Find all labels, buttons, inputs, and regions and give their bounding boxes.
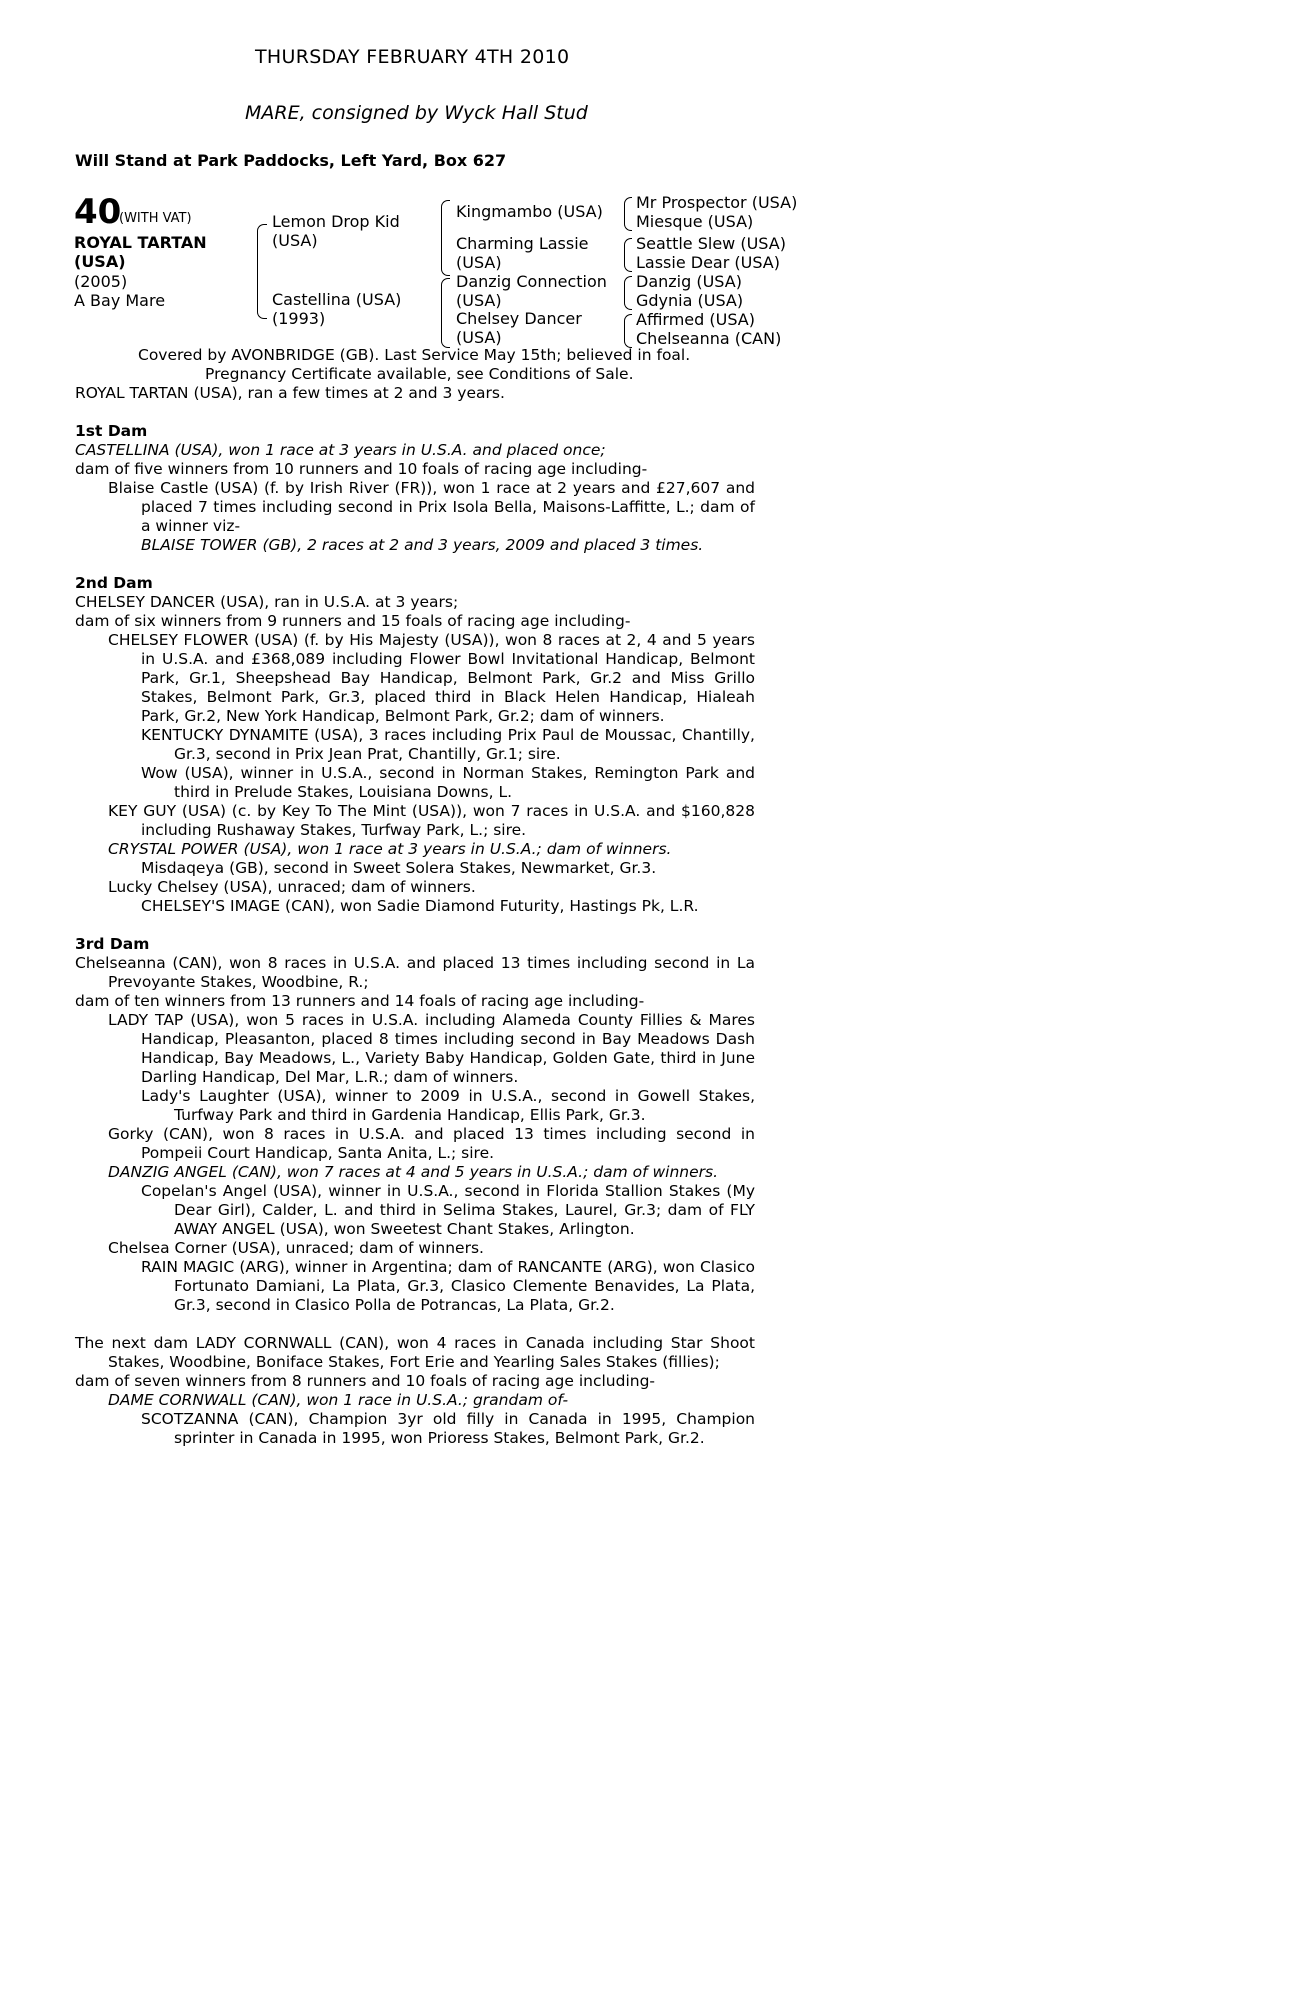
consignor-line: MARE, consigned by Wyck Hall Stud <box>245 102 588 124</box>
brace-sire <box>441 200 450 276</box>
third-dam-line-3: LADY TAP (USA), won 5 races in U.S.A. including Alameda County Fillies & Mares Handicap, Pleasanton, placed 8 times including second in Bay Meadows Dash Handicap, Bay Meadows, L., Variety Baby Handicap, Golden Gate, third in June Darling Handicap, Del Mar, L.R.; dam of winners. <box>108 1011 755 1086</box>
first-dam-line-1: CASTELLINA (USA), won 1 race at 3 years in U.S.A. and placed once; <box>75 441 606 459</box>
next-dam-line-1: The next dam LADY CORNWALL (CAN), won 4 races in Canada including Star Shoot Stakes, Woodbine, Boniface Stakes, Fort Erie and Yearling Sales Stakes (fillies); <box>75 1334 755 1371</box>
first-dam-heading: 1st Dam <box>75 422 148 440</box>
next-dam-line-4: SCOTZANNA (CAN), Champion 3yr old filly in Canada in 1995, Champion sprinter in Canada in 1995, won Prioress Stakes, Belmont Park, Gr.2. <box>141 1410 755 1447</box>
dam-name: Castellina (USA) (1993) <box>272 290 402 328</box>
next-dam-line-3: DAME CORNWALL (CAN), won 1 race in U.S.A.; grandam of- <box>108 1391 569 1409</box>
horse-name: ROYAL TARTAN (USA) <box>74 233 207 271</box>
brace-g12 <box>624 197 632 231</box>
brace-g34 <box>624 238 632 272</box>
racing-record-line: ROYAL TARTAN (USA), ran a few times at 2 and 3 years. <box>75 384 505 402</box>
ancestor-1: Mr Prospector (USA) <box>636 193 798 212</box>
next-dam-line-2: dam of seven winners from 8 runners and 10 foals of racing age including- <box>75 1372 656 1390</box>
first-dam-line-3: Blaise Castle (USA) (f. by Irish River (FR)), won 1 race at 2 years and £27,607 and placed 7 times including second in Prix Isola Bella, Maisons-Laffitte, L.; dam of a winner viz- <box>108 479 755 535</box>
ancestor-8: Chelseanna (CAN) <box>636 329 782 348</box>
third-dam-line-6: DANZIG ANGEL (CAN), won 7 races at 4 and 5 years in U.S.A.; dam of winners. <box>108 1163 719 1181</box>
lot-number: 40 <box>74 192 122 232</box>
sire-dam: Charming Lassie (USA) <box>456 234 589 272</box>
sire-name: Lemon Drop Kid (USA) <box>272 212 400 250</box>
second-dam-line-4: KENTUCKY DYNAMITE (USA), 3 races including Prix Paul de Moussac, Chantilly, Gr.3, second in Prix Jean Prat, Chantilly, Gr.1; sire. <box>141 726 755 763</box>
brace-g78 <box>624 314 632 348</box>
spacer <box>75 1315 755 1334</box>
third-dam-line-2: dam of ten winners from 13 runners and 14 foals of racing age including- <box>75 992 645 1010</box>
covered-section <box>75 346 755 403</box>
second-dam-line-5: Wow (USA), winner in U.S.A., second in Norman Stakes, Remington Park and third in Prelude Stakes, Louisiana Downs, L. <box>141 764 755 801</box>
horse-description: A Bay Mare <box>74 291 166 310</box>
pedigree-notes <box>75 422 755 1448</box>
third-dam-line-9: RAIN MAGIC (ARG), winner in Argentina; dam of RANCANTE (ARG), won Clasico Fortunato Damiani, La Plata, Gr.3, Clasico Clemente Benavides, La Plata, Gr.3, second in Clasico Polla de Potrancas, La Plata, Gr.2. <box>141 1258 755 1314</box>
second-dam-line-9: Lucky Chelsey (USA), unraced; dam of winners. <box>108 878 476 896</box>
vat-label: (WITH VAT) <box>119 211 192 226</box>
third-dam-line-5: Gorky (CAN), won 8 races in U.S.A. and placed 13 times including second in Pompeii Court Handicap, Santa Anita, L.; sire. <box>108 1125 755 1162</box>
ancestor-2: Miesque (USA) <box>636 212 754 231</box>
third-dam-heading: 3rd Dam <box>75 935 150 953</box>
sire-sire: Kingmambo (USA) <box>456 202 603 221</box>
ancestor-6: Gdynia (USA) <box>636 291 744 310</box>
certificate-line: Pregnancy Certificate available, see Conditions of Sale. <box>205 365 634 383</box>
dam-sire: Danzig Connection (USA) <box>456 272 607 310</box>
covered-line: Covered by AVONBRIDGE (GB). Last Service May 15th; believed in foal. <box>138 346 691 364</box>
second-dam-line-8: Misdaqeya (GB), second in Sweet Solera Stakes, Newmarket, Gr.3. <box>141 859 657 877</box>
brace-dam <box>441 278 450 348</box>
ancestor-3: Seattle Slew (USA) <box>636 234 786 253</box>
ancestor-4: Lassie Dear (USA) <box>636 253 780 272</box>
ancestor-5: Danzig (USA) <box>636 272 742 291</box>
second-dam-line-2: dam of six winners from 9 runners and 15 foals of racing age including- <box>75 612 631 630</box>
foaling-year: (2005) <box>74 272 128 291</box>
stand-location: Will Stand at Park Paddocks, Left Yard, Box 627 <box>75 151 507 170</box>
first-dam-line-2: dam of five winners from 10 runners and 10 foals of racing age including- <box>75 460 648 478</box>
second-dam-line-10: CHELSEY'S IMAGE (CAN), won Sadie Diamond Futurity, Hastings Pk, L.R. <box>141 897 699 915</box>
second-dam-line-6: KEY GUY (USA) (c. by Key To The Mint (USA)), won 7 races in U.S.A. and $160,828 including Rushaway Stakes, Turfway Park, L.; sire. <box>108 802 755 839</box>
ancestor-7: Affirmed (USA) <box>636 310 755 329</box>
third-dam-line-4: Lady's Laughter (USA), winner to 2009 in U.S.A., second in Gowell Stakes, Turfway Park and third in Gardenia Handicap, Ellis Park, Gr.3. <box>141 1087 755 1124</box>
second-dam-line-7: CRYSTAL POWER (USA), won 1 race at 3 years in U.S.A.; dam of winners. <box>108 840 672 858</box>
second-dam-heading: 2nd Dam <box>75 574 153 592</box>
dam-dam: Chelsey Dancer (USA) <box>456 309 582 347</box>
first-dam-line-4: BLAISE TOWER (GB), 2 races at 2 and 3 years, 2009 and placed 3 times. <box>141 536 704 554</box>
brace-g56 <box>624 276 632 310</box>
sale-date: THURSDAY FEBRUARY 4TH 2010 <box>255 46 570 68</box>
second-dam-line-3: CHELSEY FLOWER (USA) (f. by His Majesty (USA)), won 8 races at 2, 4 and 5 years in U.S.A. and £368,089 including Flower Bowl Invitational Handicap, Belmont Park, Gr.1, Sheepshead Bay Handicap, Belmont Park, Gr.2 and Miss Grillo Stakes, Belmont Park, Gr.3, placed third in Black Helen Handicap, Hialeah Park, Gr.2, New York Handicap, Belmont Park, Gr.2; dam of winners. <box>108 631 755 725</box>
brace-main <box>257 224 267 319</box>
second-dam-line-1: CHELSEY DANCER (USA), ran in U.S.A. at 3 years; <box>75 593 459 611</box>
third-dam-line-1: Chelseanna (CAN), won 8 races in U.S.A. and placed 13 times including second in La Prevoyante Stakes, Woodbine, R.; <box>75 954 755 991</box>
third-dam-line-7: Copelan's Angel (USA), winner in U.S.A., second in Florida Stallion Stakes (My Dear Girl), Calder, L. and third in Selima Stakes, Laurel, Gr.3; dam of FLY AWAY ANGEL (USA), won Sweetest Chant Stakes, Arlington. <box>141 1182 755 1238</box>
third-dam-line-8: Chelsea Corner (USA), unraced; dam of winners. <box>108 1239 484 1257</box>
